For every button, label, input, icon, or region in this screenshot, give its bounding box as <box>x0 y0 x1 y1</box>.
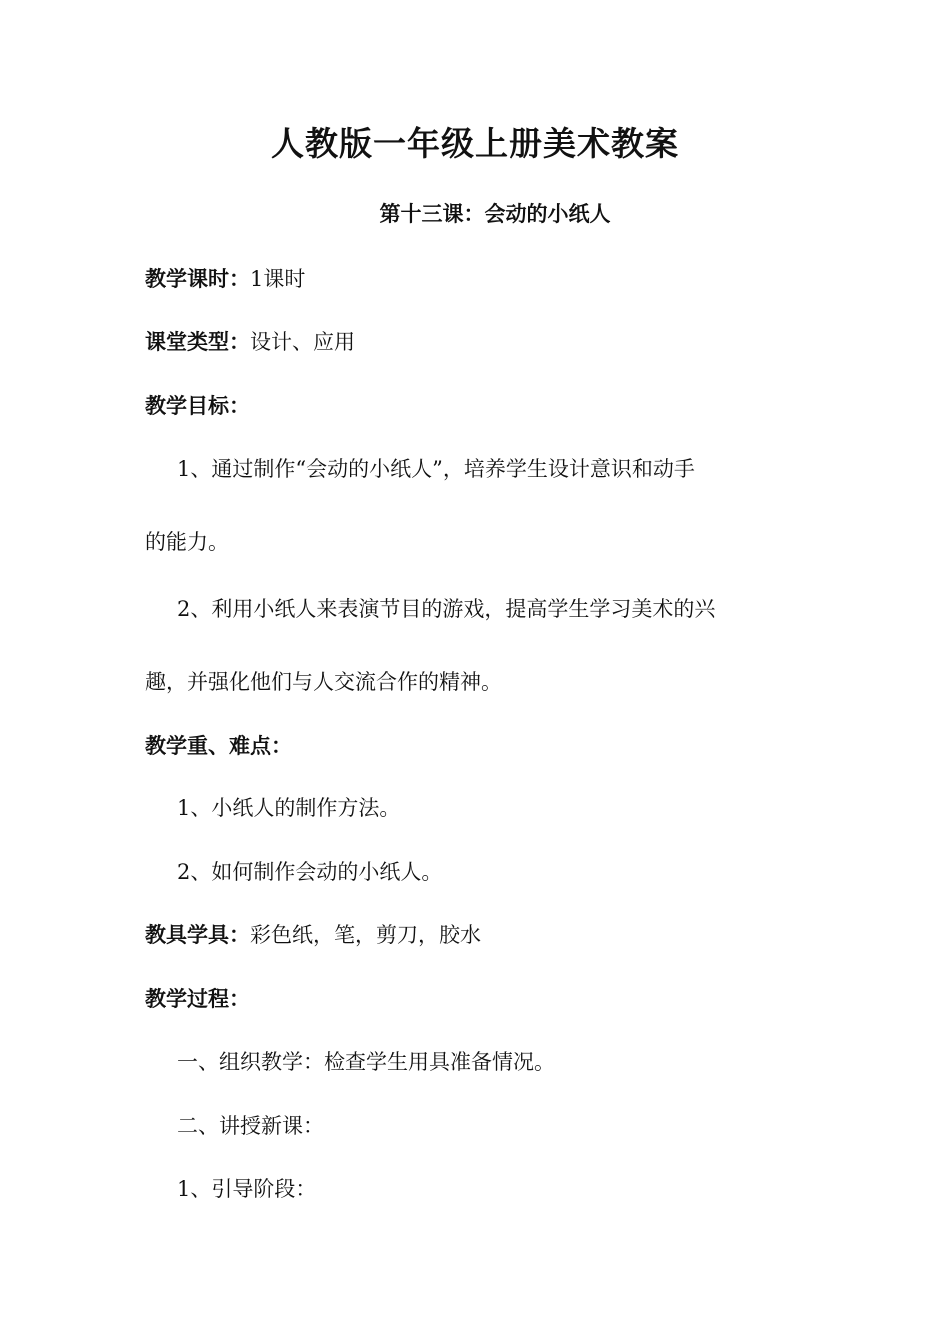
goal-item-1-line-2: 的能力。 <box>145 530 229 554</box>
goal-item-2-line-1: 2、利用小纸人来表演节目的游戏，提高学生学习美术的兴 <box>177 597 716 621</box>
key-point-item-2: 2、如何制作会动的小纸人。 <box>177 860 443 884</box>
type-label: 课堂类型： <box>145 330 250 354</box>
lesson-subtitle: 第十三课：会动的小纸人 <box>379 202 611 226</box>
period-value: 1课时 <box>250 267 306 291</box>
materials-value: 彩色纸，笔，剪刀，胶水 <box>250 923 481 947</box>
process-label: 教学过程： <box>145 987 250 1011</box>
process-step-2-1: 1、引导阶段： <box>177 1177 317 1201</box>
goals-label: 教学目标： <box>145 394 250 418</box>
process-step-2: 二、讲授新课： <box>177 1114 324 1138</box>
goal-item-1-line-1: 1、通过制作“会动的小纸人”，培养学生设计意识和动手 <box>177 457 695 481</box>
document-title: 人教版一年级上册美术教案 <box>271 124 679 163</box>
period-line <box>145 263 305 293</box>
key-points-heading <box>145 730 292 760</box>
key-points-label: 教学重、难点： <box>145 734 292 758</box>
process-step-1: 一、组织教学：检查学生用具准备情况。 <box>177 1050 555 1074</box>
materials-line <box>145 919 481 949</box>
type-value: 设计、应用 <box>250 330 355 354</box>
key-point-item-1: 1、小纸人的制作方法。 <box>177 796 401 820</box>
type-line <box>145 326 355 356</box>
period-label: 教学课时： <box>145 267 250 291</box>
goals-heading <box>145 390 250 420</box>
process-heading <box>145 983 250 1013</box>
materials-label: 教具学具： <box>145 923 250 947</box>
goal-item-2-line-2: 趣，并强化他们与人交流合作的精神。 <box>145 670 502 694</box>
